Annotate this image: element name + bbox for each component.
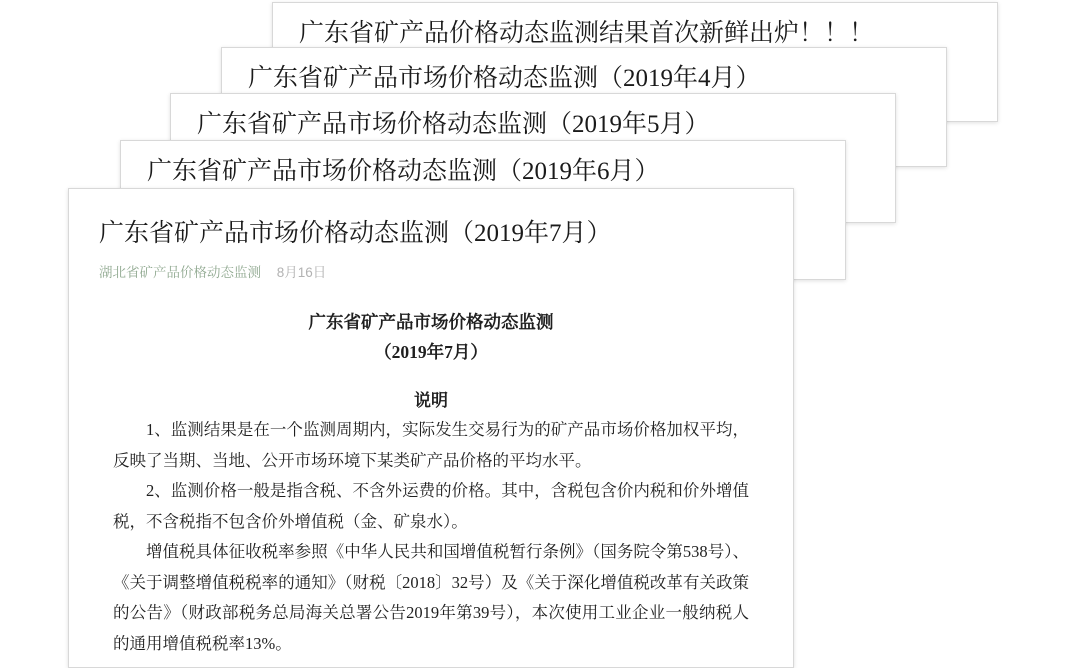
stacked-article-title: 广东省矿产品市场价格动态监测（2019年6月）: [147, 158, 660, 185]
article-paragraph: 2、监测价格一般是指含税、不含外运费的价格。其中，含税包含价内税和价外增值税，不含税指不包含价外增值税（金、矿泉水）。: [113, 481, 749, 531]
publish-date: 8月16日: [276, 264, 327, 280]
account-name[interactable]: 湖北省矿产品价格动态监测: [99, 264, 261, 280]
document-heading-line-2: （2019年7月）: [374, 342, 488, 363]
stacked-article-title: 广东省矿产品价格动态监测结果首次新鲜出炉！！！: [299, 20, 875, 47]
section-heading: 说明: [414, 391, 448, 410]
article-paragraph: 1、监测结果是在一个监测周期内，实际发生交易行为的矿产品市场价格加权平均，反映了当期、当地、公开市场环境下某类矿产品价格的平均水平。: [113, 420, 749, 470]
stacked-article-title: 广东省矿产品市场价格动态监测（2019年5月）: [197, 111, 710, 138]
document-heading-line-1: 广东省矿产品市场价格动态监测: [308, 311, 554, 332]
article-title: 广东省矿产品市场价格动态监测（2019年7月）: [99, 220, 612, 247]
article-body: [69, 281, 793, 659]
article-paragraph: 增值税具体征收税率参照《中华人民共和国增值税暂行条例》（国务院令第538号）、《关于调整增值税税率的通知》（财税〔2018〕32号）及《关于深化增值税改革有关政策的公告》（财政部税务总局海关总署公告2019年第39号），本次使用工业企业一般纳税人的通用增值税税率13%。: [113, 542, 749, 653]
article-meta: [69, 251, 793, 281]
front-article-card[interactable]: [68, 188, 794, 668]
stacked-article-title: 广东省矿产品市场价格动态监测（2019年4月）: [248, 65, 761, 92]
